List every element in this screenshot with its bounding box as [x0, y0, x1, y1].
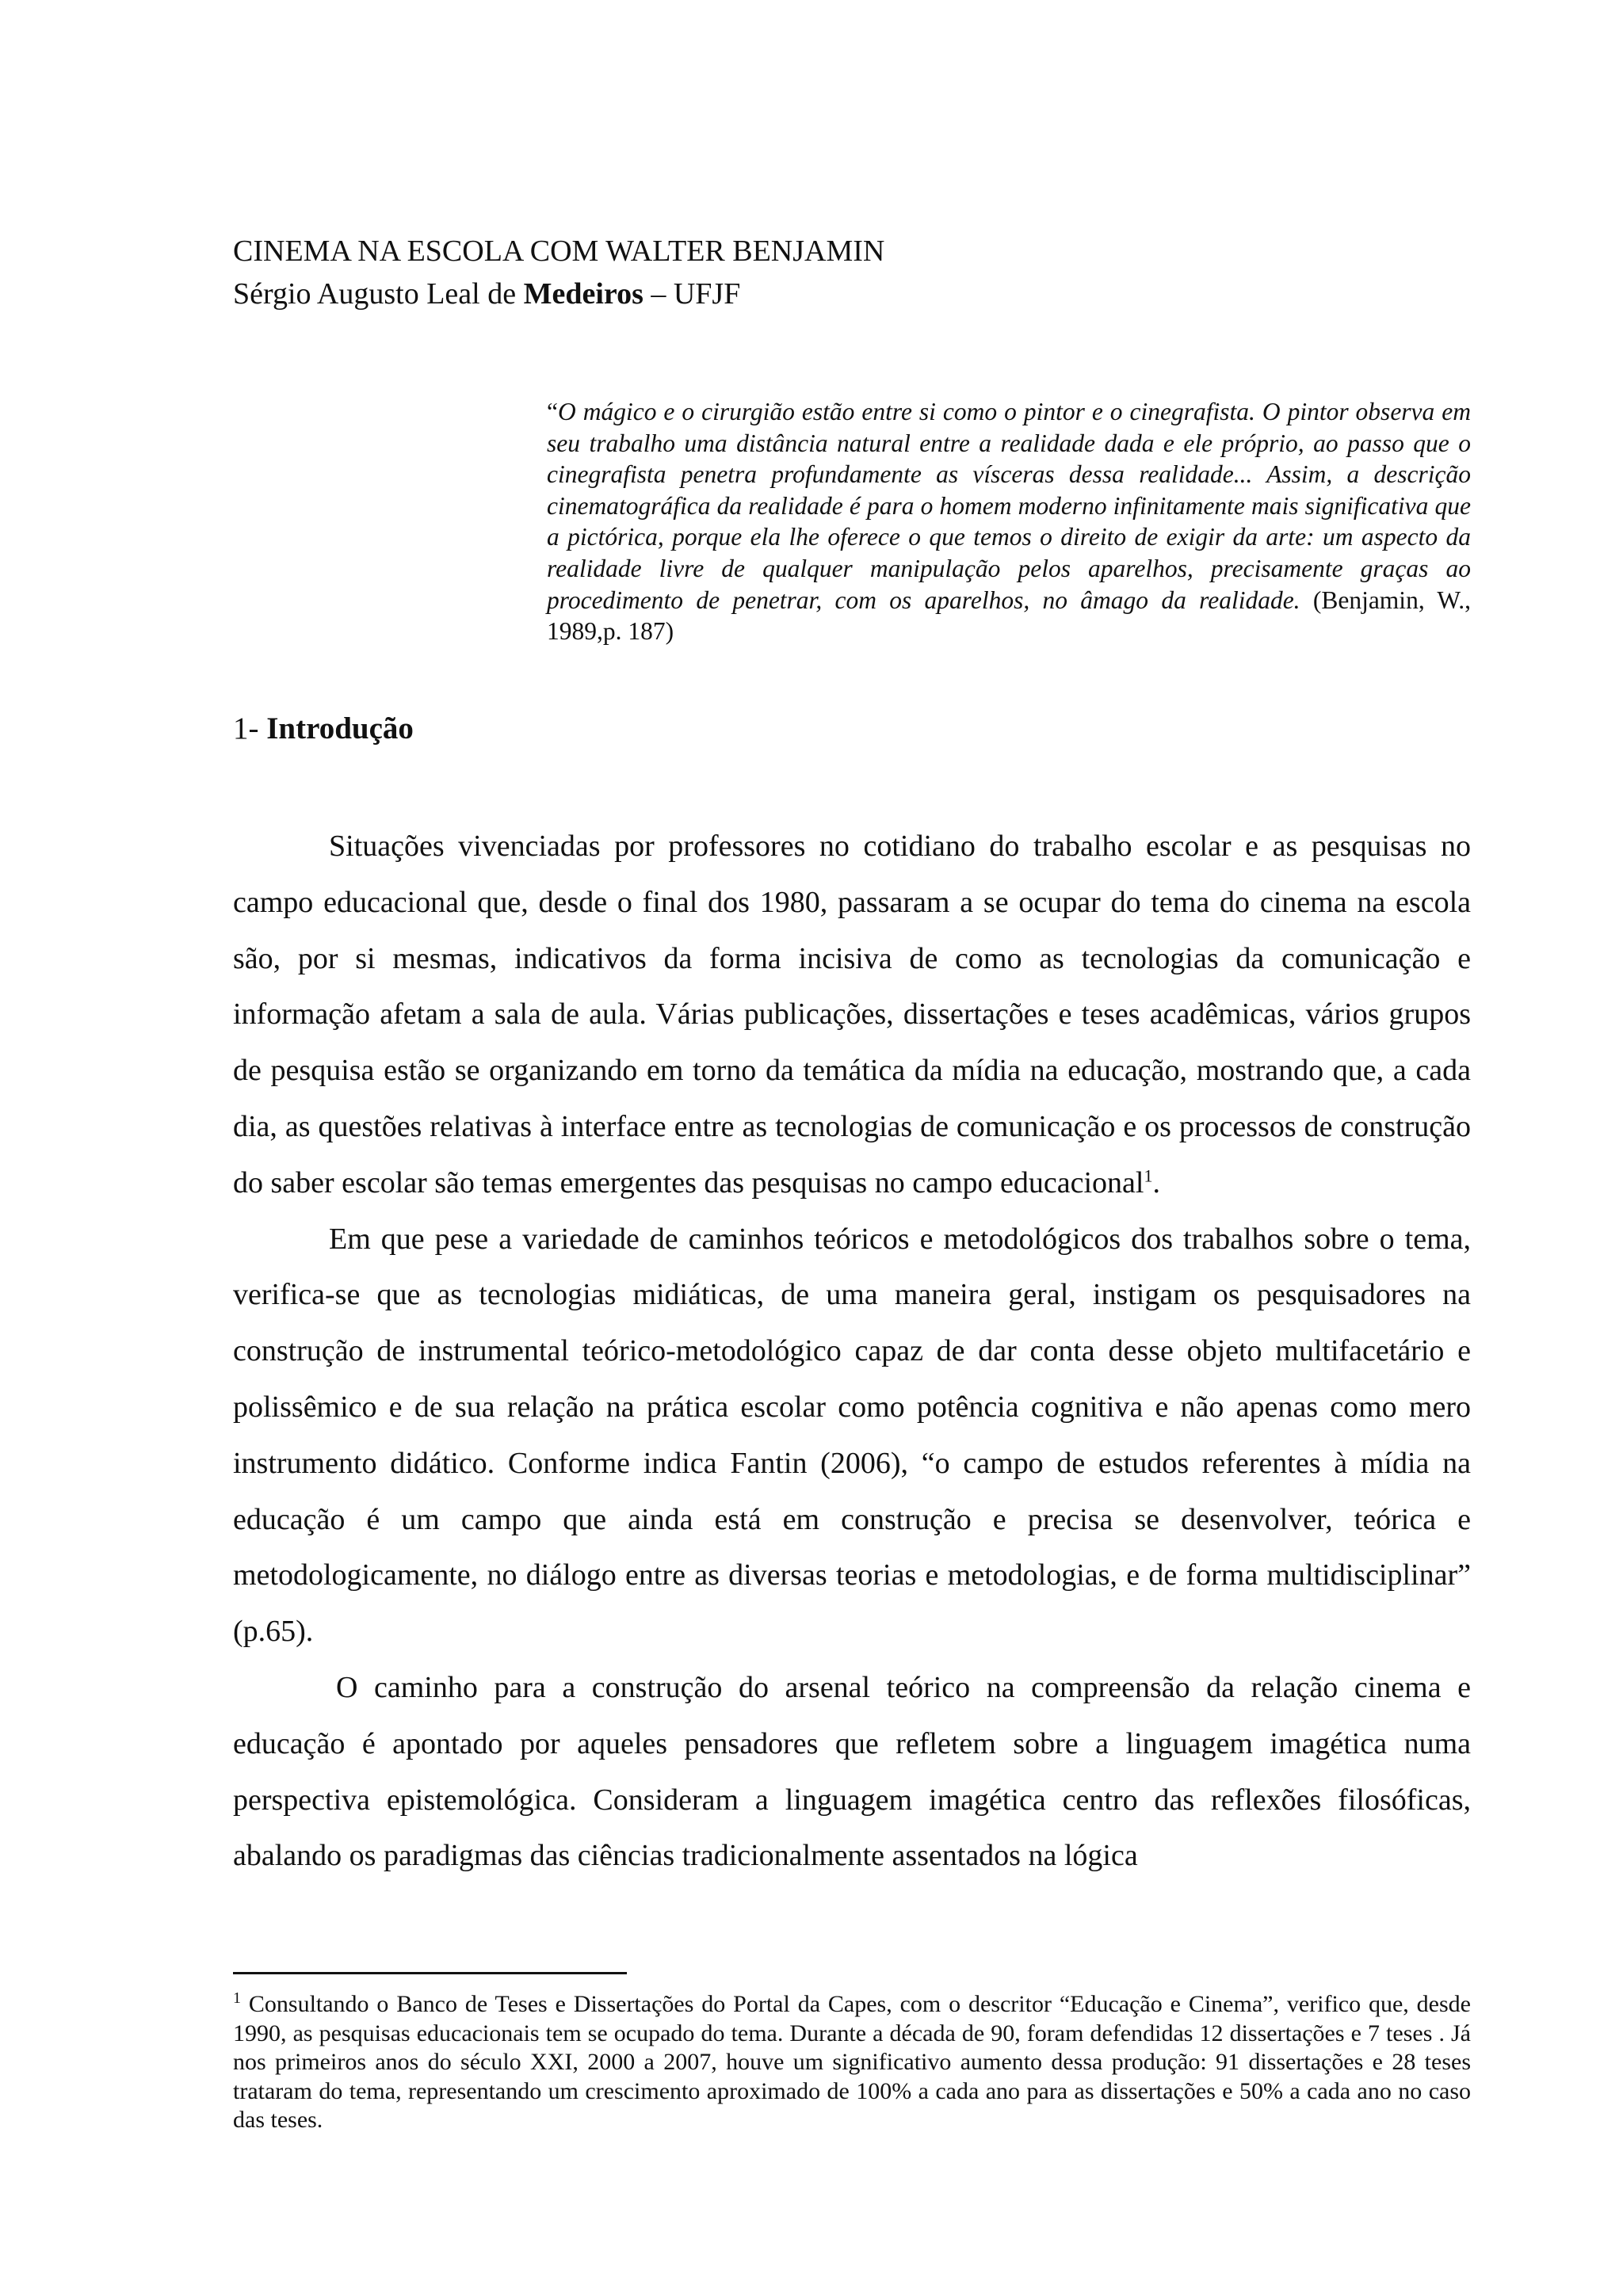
- footnote-mark: 1: [233, 1989, 241, 2007]
- body-paragraph-1: [233, 818, 1471, 1211]
- epigraph-open-quote: “: [547, 398, 558, 425]
- body-text: [233, 818, 1471, 1884]
- paragraph-1-text: Situações vivenciadas por professores no cotidiano do trabalho escolar e as pesquisas no campo educacional que, desde o final dos 1980, passaram a se ocupar do tema do cinema na escola são, por si mesmas, indicativos da forma incisiva de como as tecnologias da comunicação e informação afetam a sala de aula. Várias publicações, dissertações e teses acadêmicas, vários grupos de pesquisa estão se organizando em torno da temática da mídia na educação, mostrando que, a cada dia, as questões relativas à interface entre as tecnologias de comunicação e os processos de construção do saber escolar são temas emergentes das pesquisas no campo educacional: [233, 830, 1471, 1199]
- author-first-name: Sérgio Augusto Leal de: [233, 277, 524, 311]
- paper-title: CINEMA NA ESCOLA COM WALTER BENJAMIN: [233, 235, 885, 268]
- paragraph-1-end: .: [1152, 1165, 1160, 1199]
- author-affiliation: – UFJF: [643, 277, 741, 311]
- footnote-text: Consultando o Banco de Teses e Dissertações do Portal da Capes, com o descritor “Educação e Cinema”, verifico que, desde 1990, as pesquisas educacionais tem se ocupado do tema. Durante a década de 90, foram defendidas 12 dissertações e 7 teses . Já nos primeiros anos do século XXI, 2000 a 2007, houve um significativo aumento dessa produção: 91 dissertações e 28 teses trataram do tema, representando um crescimento aproximado de 100% a cada ano para as dissertações e 50% a cada ano no caso das teses.: [233, 1991, 1471, 2133]
- body-paragraph-3: O caminho para a construção do arsenal teórico na compreensão da relação cinema e educação é apontado por aqueles pensadores que refletem sobre a linguagem imagética numa perspectiva epistemológica. Consideram a linguagem imagética centro das reflexões filosóficas, abalando os paradigmas das ciências tradicionalmente assentados na lógica: [233, 1670, 1471, 1873]
- epigraph-text: O mágico e o cirurgião estão entre si como o pintor e o cinegrafista. O pintor observa em seu trabalho uma distância natural entre a realidade dada e ele próprio, ao passo que o cinegrafista penetra profundamente as vísceras dessa realidade... Assim, a descrição cinematográfica da realidade é para o homem moderno infinitamente mais significativa que a pictórica, porque ela lhe oferece o que temos o direito de exigir da arte: um aspecto da realidade livre de qualquer manipulação pelos aparelhos, precisamente graças ao procedimento de penetrar, com os aparelhos, no âmago da realidade.: [547, 398, 1471, 614]
- body-paragraph-2: Em que pese a variedade de caminhos teóricos e metodológicos dos trabalhos sobre o tema, verifica-se que as tecnologias midiáticas, de uma maneira geral, instigam os pesquisadores na construção de instrumental teórico-metodológico capaz de dar conta desse objeto multifacetário e polissêmico e de sua relação na prática escolar como potência cognitiva e não apenas como mero instrumento didático. Conforme indica Fantin (2006), “o campo de estudos referentes à mídia na educação é um campo que ainda está em construção e precisa se desenvolver, teórica e metodologicamente, no diálogo entre as diversas teorias e metodologias, e de forma multidisciplinar” (p.65).: [233, 1222, 1471, 1649]
- epigraph-quote: [547, 396, 1471, 647]
- author-last-name: Medeiros: [523, 277, 643, 311]
- section-heading: [233, 707, 414, 750]
- section-number: 1-: [233, 711, 267, 746]
- footnote-divider: [233, 1972, 627, 1974]
- epigraph-citation: (Benjamin, W., 1989,p. 187): [547, 585, 1471, 646]
- section-title-text: Introdução: [266, 711, 414, 746]
- paper-header: [233, 230, 1469, 315]
- author-line: [233, 273, 1469, 315]
- footnote: [233, 1990, 1471, 2135]
- footnote-ref[interactable]: 1: [1144, 1165, 1153, 1186]
